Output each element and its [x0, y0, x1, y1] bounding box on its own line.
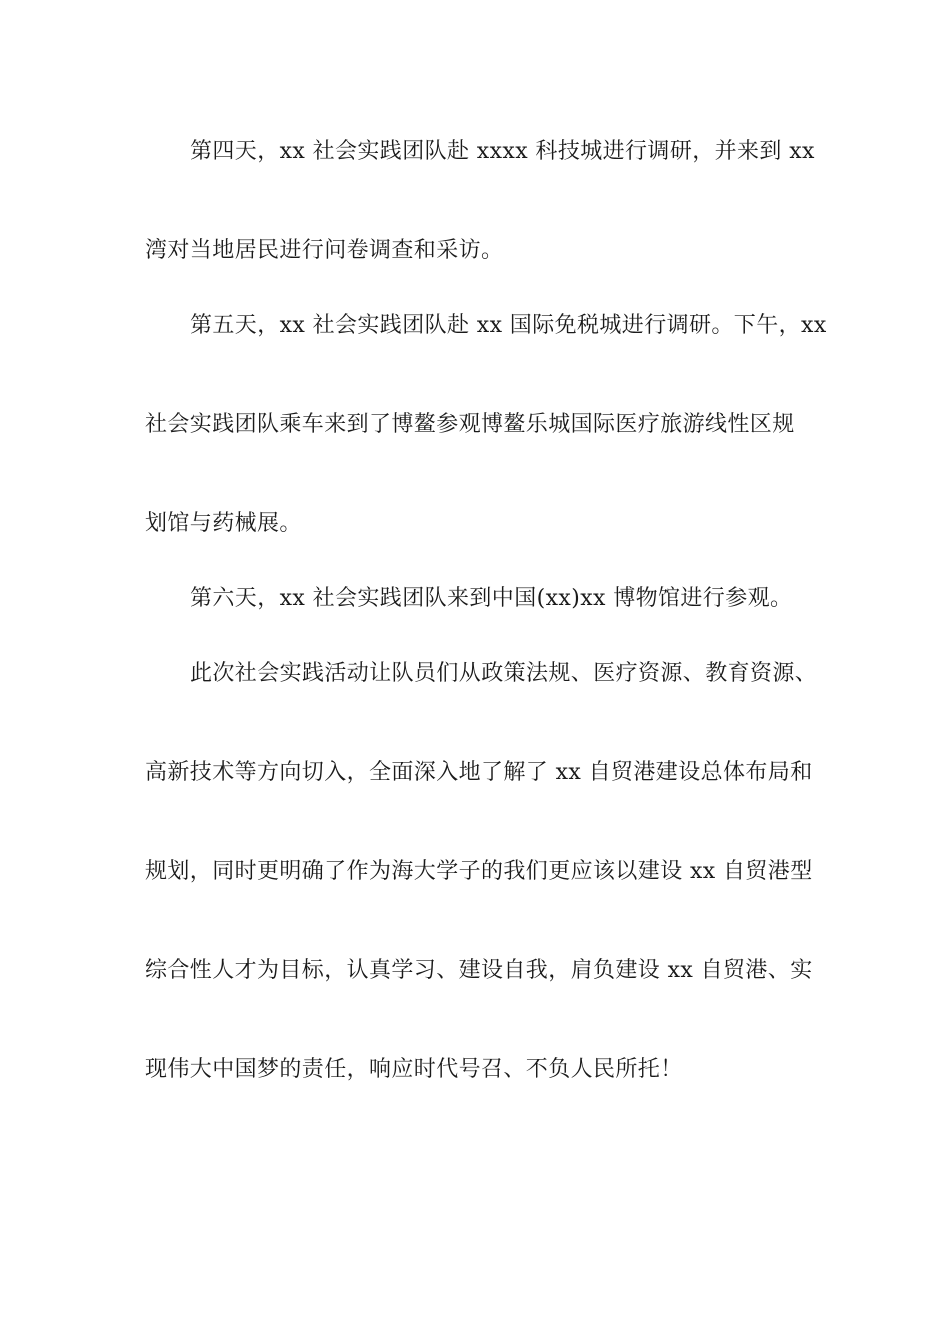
paragraph-2-line-3: 划馆与药械展。: [145, 511, 302, 536]
paragraph-4-line-5: 现伟大中国梦的责任，响应时代号召、不负人民所托！: [145, 1057, 683, 1082]
paragraph-2-line-2: 社会实践团队乘车来到了博鳌参观博鳌乐城国际医疗旅游线性区规: [145, 412, 795, 437]
paragraph-4-line-1: 此次社会实践活动让队员们从政策法规、医疗资源、教育资源、: [190, 661, 818, 686]
paragraph-3-line-1: 第六天，xx 社会实践团队来到中国(xx)xx 博物馆进行参观。: [190, 586, 793, 611]
paragraph-1-line-2: 湾对当地居民进行问卷调查和采访。: [145, 238, 504, 263]
paragraph-2-line-1: 第五天，xx 社会实践团队赴 xx 国际免税城进行调研。下午，xx: [190, 313, 827, 338]
paragraph-1-line-1: 第四天，xx 社会实践团队赴 xxxx 科技城进行调研，并来到 xx: [190, 139, 815, 164]
paragraph-4-line-2: 高新技术等方向切入，全面深入地了解了 xx 自贸港建设总体布局和: [145, 760, 813, 785]
paragraph-4-line-4: 综合性人才为目标，认真学习、建设自我，肩负建设 xx 自贸港、实: [145, 958, 813, 983]
paragraph-4-line-3: 规划，同时更明确了作为海大学子的我们更应该以建设 xx 自贸港型: [145, 859, 813, 884]
